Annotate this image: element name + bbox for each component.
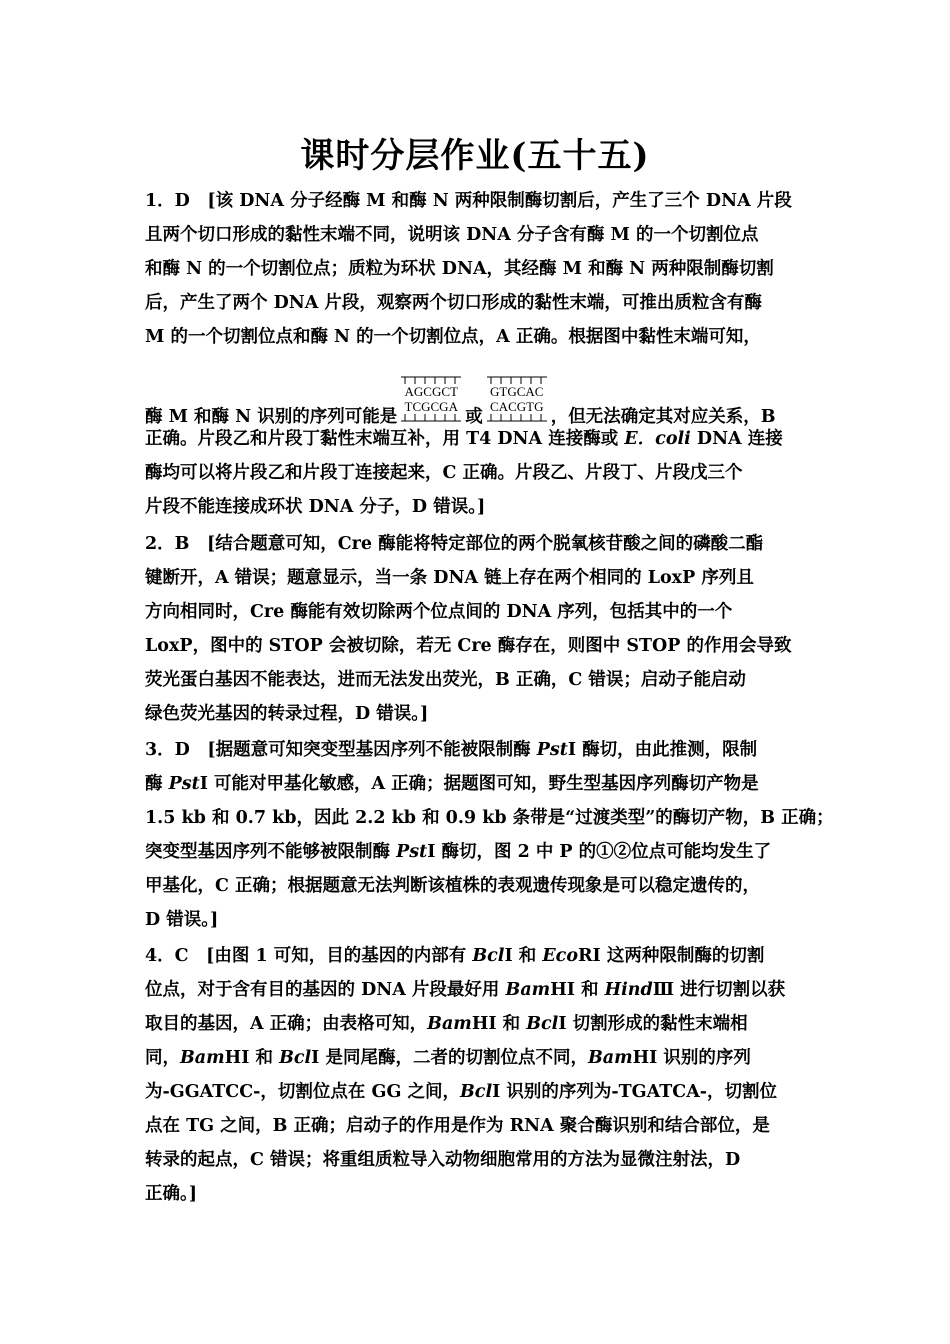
answer-1-line-6-text-a: 酶 M 和酶 N 识别的序列可能是 [145, 407, 398, 427]
answer-4-line-8: 正确。] [145, 1184, 198, 1204]
answer-4-line-1-text-e: RⅠ 这两种限制酶的切割 [578, 946, 765, 966]
answer-3 [145, 733, 834, 937]
answer-1-line-6 [145, 354, 810, 427]
answer-4-line-3 [145, 1007, 810, 1041]
answer-1-line-6-text-b: 或 [465, 407, 483, 427]
sequence-ticks-bottom [485, 414, 549, 422]
answer-4-line-1 [145, 939, 810, 973]
answer-3-line-3: 1.5 kb 和 0.7 kb，因此 2.2 kb 和 0.9 kb 条带是“过渡类型”的酶切产物，B 正确； [145, 808, 834, 828]
answer-4-line-4-text-e: Ⅰ 是同尾酶，二者的切割位点不同， [311, 1048, 588, 1068]
answer-4-line-3-text-e: Ⅰ 切割形成的黏性末端相 [558, 1014, 748, 1034]
answer-4-line-2-text-c: HⅠ 和 [550, 980, 605, 1000]
answer-3-line-1-text-a: 3．D [据题意可知突变型基因序列不能被限制酶 [145, 740, 537, 760]
answer-4-line-3-text-a: 取目的基因，A 正确；由表格可知， [145, 1014, 428, 1034]
answer-3-line-4 [145, 835, 810, 869]
answer-4-line-4-text-a: 同， [145, 1048, 180, 1068]
pst-italic: Pst [536, 740, 568, 760]
answer-4-line-4 [145, 1041, 810, 1075]
answer-3-line-1-text-c: Ⅰ 酶切，由此推测，限制 [567, 740, 758, 760]
answer-4-line-2 [145, 973, 810, 1007]
answer-1-line-6-text-c: ，但无法确定其对应关系，B [550, 407, 776, 427]
bcl-italic: Bcl [472, 946, 505, 966]
answer-4-line-2-text-a: 位点，对于含有目的基因的 DNA 片段最好用 [145, 980, 506, 1000]
sequence-2-bottom-strand: CACGTG [490, 399, 544, 414]
sequence-ticks-bottom [399, 414, 463, 422]
answer-4-line-5 [145, 1075, 810, 1109]
sequence-ticks-top [399, 376, 463, 384]
answer-4-line-4-text-g: HⅠ 识别的序列 [632, 1048, 751, 1068]
bam-italic: Bam [587, 1048, 633, 1068]
sequence-1-top-strand: AGCGCT [404, 384, 458, 399]
dna-sequence-2 [485, 376, 549, 422]
answer-1-line-8: 酶均可以将片段乙和片段丁连接起来，C 正确。片段乙、片段丁、片段戊三个 [145, 463, 743, 483]
answer-4-line-7: 转录的起点，C 错误；将重组质粒导入动物细胞常用的方法为显微注射法，D [145, 1150, 741, 1170]
bcl-italic: Bcl [279, 1048, 312, 1068]
answer-3-line-1 [145, 733, 810, 767]
bam-italic: Bam [180, 1048, 225, 1068]
bcl-italic: Bcl [460, 1082, 493, 1102]
answer-1-line-9: 片段不能连接成环状 DNA 分子，D 错误。] [145, 497, 486, 517]
page-title: 课时分层作业(五十五) [300, 136, 650, 176]
dna-sequence-1 [399, 376, 463, 422]
answer-2-line-5: 荧光蛋白基因不能表达，进而无法发出荧光，B 正确，C 错误；启动子能启动 [145, 670, 746, 690]
sequence-ticks-top [485, 376, 549, 384]
sequence-1-bottom-strand: TCGCGA [404, 399, 458, 414]
bam-italic: Bam [505, 980, 551, 1000]
answer-3-line-4-text-a: 突变型基因序列不能够被限制酶 [145, 842, 397, 862]
bam-italic: Bam [427, 1014, 472, 1034]
answer-4-line-2-text-e: Ⅲ 进行切割以获 [652, 980, 786, 1000]
sequence-2-top-strand: GTGCAC [490, 384, 544, 399]
answer-1-line-7-text-c: DNA 连接 [690, 429, 783, 449]
bcl-italic: Bcl [526, 1014, 559, 1034]
answer-1-line-1: 1．D [该 DNA 分子经酶 M 和酶 N 两种限制酶切割后，产生了三个 DNA 片段 [145, 191, 792, 211]
answer-4-line-1-text-a: 4．C [由图 1 可知，目的基因的内部有 [145, 946, 473, 966]
ecoli-italic: E．coli [624, 429, 691, 449]
answer-2-line-4: LoxP，图中的 STOP 会被切除，若无 Cre 酶存在，则图中 STOP 的作用会导致 [145, 636, 792, 656]
answer-3-line-4-text-c: Ⅰ 酶切，图 2 中 P 的①②位点可能均发生了 [427, 842, 772, 862]
answer-4-line-5-text-c: Ⅰ 识别的序列为-TGATCA-，切割位 [492, 1082, 778, 1102]
answer-2-line-2: 键断开，A 错误；题意显示，当一条 DNA 链上存在两个相同的 LoxP 序列且 [145, 568, 754, 588]
answer-4-line-4-text-c: HⅠ 和 [224, 1048, 280, 1068]
pst-italic: Pst [168, 774, 200, 794]
answer-3-line-2-text-c: Ⅰ 可能对甲基化敏感，A 正确；据题图可知，野生型基因序列酶切产物是 [199, 774, 759, 794]
answer-3-line-2-text-a: 酶 [145, 774, 169, 794]
answer-4 [145, 939, 810, 1211]
answer-3-line-6: D 错误。] [145, 910, 219, 930]
answer-1 [145, 184, 810, 524]
answer-1-line-7-text-a: 正确。片段乙和片段丁黏性末端互补，用 T4 DNA 连接酶或 [145, 429, 625, 449]
answer-3-line-2 [145, 767, 810, 801]
answer-3-line-5: 甲基化，C 正确；根据题意无法判断该植株的表观遗传现象是可以稳定遗传的， [145, 876, 761, 896]
answer-4-line-5-text-a: 为-GGATCC-，切割位点在 GG 之间， [145, 1082, 460, 1102]
answer-2 [145, 527, 810, 731]
answer-1-line-3: 和酶 N 的一个切割位点；质粒为环状 DNA，其经酶 M 和酶 N 两种限制酶切割 [145, 259, 774, 279]
pst-italic: Pst [396, 842, 428, 862]
answer-2-line-1: 2．B [结合题意可知，Cre 酶能将特定部位的两个脱氧核苷酸之间的磷酸二酯 [145, 534, 764, 554]
eco-italic: Eco [542, 946, 578, 966]
answer-4-line-3-text-c: HⅠ 和 [471, 1014, 527, 1034]
answer-4-line-1-text-c: Ⅰ 和 [504, 946, 543, 966]
answer-2-line-3: 方向相同时，Cre 酶能有效切除两个位点间的 DNA 序列，包括其中的一个 [145, 602, 733, 622]
answer-2-line-6: 绿色荧光基因的转录过程，D 错误。] [145, 704, 429, 724]
answer-1-line-5: M 的一个切割位点和酶 N 的一个切割位点，A 正确。根据图中黏性末端可知， [145, 327, 761, 347]
answer-1-line-2: 且两个切口形成的黏性末端不同，说明该 DNA 分子含有酶 M 的一个切割位点 [145, 225, 759, 245]
hind-italic: Hind [604, 980, 653, 1000]
answer-4-line-6: 点在 TG 之间，B 正确；启动子的作用是作为 RNA 聚合酶识别和结合部位，是 [145, 1116, 770, 1136]
answer-1-line-4: 后，产生了两个 DNA 片段，观察两个切口形成的黏性末端，可推出质粒含有酶 [145, 293, 762, 313]
